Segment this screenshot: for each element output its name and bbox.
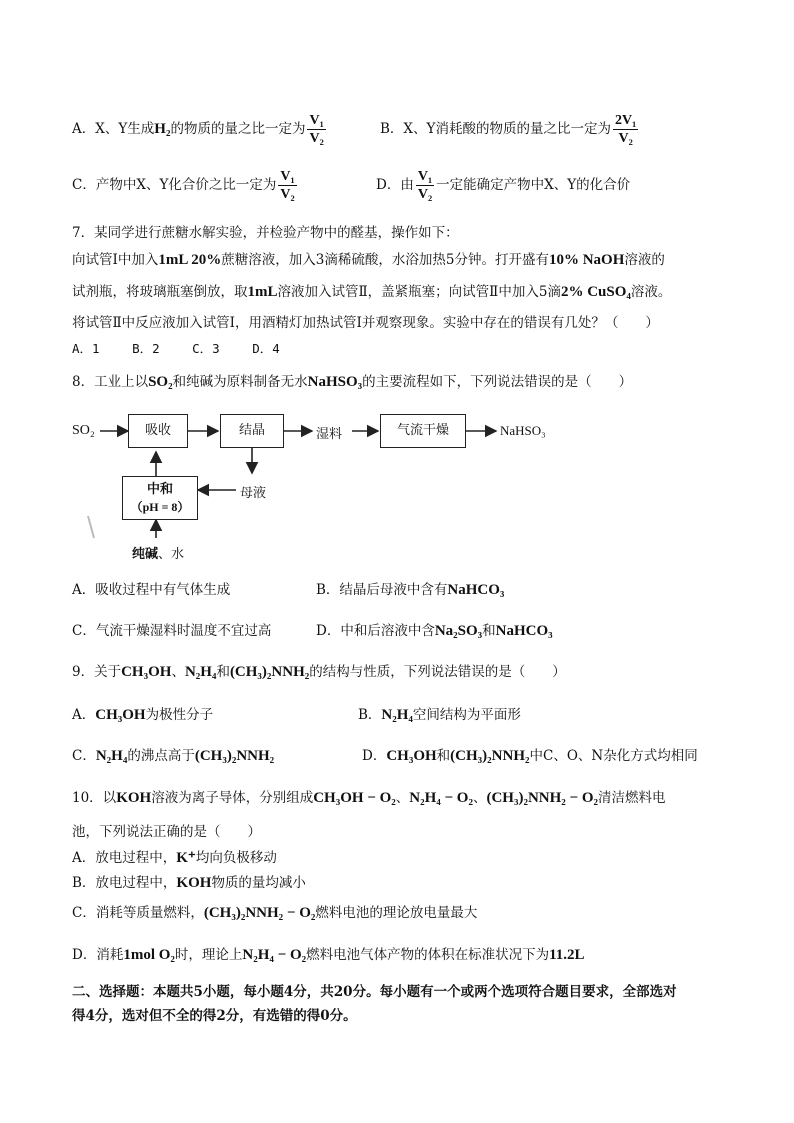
fraction-numerator: V₁	[417, 169, 433, 184]
fraction-denominator: V₂	[417, 187, 433, 202]
q9-stem: 9．关于CH₃OH、N₂H₄和(CH₃)₂NNH₂的结构与性质，下列说法错误的是（ ）	[72, 664, 566, 680]
formula: (CH₃)₂NNH₂ − O₂	[486, 790, 598, 806]
fraction-numerator: V₁	[280, 169, 295, 184]
formula: N₂H₄	[381, 707, 413, 723]
formula: N₂H₄ − O₂	[242, 947, 307, 963]
fraction	[307, 112, 325, 147]
q9-option-b[interactable]: B．N₂H₄空间结构为平面形	[358, 707, 521, 723]
flow-wet-label: 湿料	[316, 427, 343, 442]
formula: H₂	[154, 121, 171, 137]
fraction	[613, 112, 638, 147]
q10-option-a[interactable]: A．放电过程中，K⁺均向负极移动	[72, 850, 277, 866]
q8-option-c[interactable]: C．气流干燥湿料时温度不宜过高	[72, 623, 272, 639]
formula: K⁺	[176, 850, 196, 866]
q7-stem: 7．某同学进行蔗糖水解实验，并检验产物中的醛基，操作如下：	[72, 225, 459, 241]
flow-feed-label: 纯碱、水	[132, 547, 185, 562]
formula: Na₂SO₃	[434, 623, 483, 639]
formula: 1mL 20%	[158, 252, 222, 268]
q9-option-a[interactable]: A．CH₃OH为极性分子	[72, 707, 214, 723]
formula: 1mL	[247, 284, 278, 300]
flow-dry-box: 气流干燥	[380, 414, 466, 448]
option-text: B．X、Y消耗酸的物质的量之比一定为	[380, 121, 611, 137]
formula: SO₂	[148, 374, 173, 390]
q7-options[interactable]: A．1 B．2 C．3 D．4	[72, 341, 280, 356]
q9-option-c[interactable]: C．N₂H₄的沸点高于(CH₃)₂NNH₂	[72, 748, 275, 764]
flow-product-label: NaHSO₃	[500, 423, 546, 438]
flow-neutral-ph: （pH = 8）	[130, 500, 190, 514]
option-text: 一定能确定产物中X、Y的化合价	[436, 177, 631, 193]
q8-option-a[interactable]: A．吸收过程中有气体生成	[72, 582, 231, 598]
formula: NaHCO₃	[447, 582, 505, 598]
formula: CH₃OH	[386, 748, 437, 764]
q8-stem: 8．工业上以SO₂和纯碱为原料制备无水NaHSO₃的主要流程如下，下列说法错误的是（ ）	[72, 374, 633, 390]
q9-option-d[interactable]: D．CH₃OH和(CH₃)₂NNH₂中C、O、N杂化方式均相同	[362, 748, 698, 764]
section-2-instructions-line-1: 二、选择题：本题共5小题，每小题4分，共20分。每小题有一个或两个选项符合题目要求，全部选对	[72, 984, 677, 1000]
flow-crystal-box: 结晶	[220, 414, 284, 448]
option-text: C．产物中X、Y化合价之比一定为	[72, 177, 277, 193]
formula: NaHCO₃	[495, 623, 553, 639]
q10-option-b[interactable]: B．放电过程中，KOH物质的量均减小	[72, 875, 306, 891]
fraction-denominator: V₂	[618, 131, 633, 146]
q7-line-2: 试剂瓶，将玻璃瓶塞倒放，取1mL溶液加入试管Ⅱ，盖紧瓶塞；向试管Ⅱ中加入5滴2% CuSO₄溶液。	[72, 284, 672, 300]
formula: 1mol O₂	[123, 947, 175, 963]
formula: N₂H₄	[95, 748, 128, 764]
fraction-denominator: V₂	[280, 187, 295, 202]
fraction	[416, 168, 434, 203]
q6-option-d[interactable]	[376, 168, 630, 203]
section-2-instructions-line-2: 得4分，选对但不全的得2分，有选错的得0分。	[72, 1008, 357, 1024]
formula: NaHSO₃	[307, 374, 363, 390]
q7-line-1: 向试管Ⅰ中加入1mL 20%蔗糖溶液，加入3滴稀硫酸，水浴加热5分钟。打开盛有10% NaOH溶液的	[72, 252, 665, 268]
formula: 10% NaOH	[548, 252, 625, 268]
option-text: A．X、Y生成	[72, 121, 155, 137]
q8-option-d[interactable]: D．中和后溶液中含Na₂SO₃和NaHCO₃	[316, 623, 553, 639]
q10-option-c[interactable]: C．消耗等质量燃料，(CH₃)₂NNH₂ − O₂燃料电池的理论放电量最大	[72, 905, 478, 921]
formula: (CH₃)₂NNH₂	[194, 748, 275, 764]
formula: N₂H₄	[184, 664, 217, 680]
option-text: D．由	[376, 177, 414, 193]
q8-option-b[interactable]: B．结晶后母液中含有NaHCO₃	[316, 582, 505, 598]
flow-so2-label: SO₂	[72, 423, 95, 438]
q10-option-d[interactable]: D．消耗1mol O₂时，理论上N₂H₄ − O₂燃料电池气体产物的体积在标准状况下为11.2L	[72, 947, 585, 963]
q10-stem-2: 池，下列说法正确的是（ ）	[72, 824, 261, 840]
formula: 11.2L	[549, 947, 585, 963]
q6-option-c[interactable]	[72, 168, 299, 203]
q6-option-a[interactable]	[72, 112, 328, 147]
formula: (CH₃)₂NNH₂	[450, 748, 530, 764]
q10-stem: 10．以KOH溶液为离子导体，分别组成CH₃OH − O₂、N₂H₄ − O₂、(CH₃)₂NNH₂ − O₂清洁燃料电	[72, 790, 666, 806]
formula: N₂H₄ − O₂	[409, 790, 473, 806]
flow-absorb-box: 吸收	[128, 414, 188, 448]
formula: KOH	[176, 875, 212, 891]
fraction	[278, 168, 296, 203]
fraction-numerator: 2V₁	[614, 113, 637, 128]
flow-neutral-box	[122, 476, 198, 520]
formula: (CH₃)₂NNH₂	[229, 664, 310, 680]
formula: KOH	[116, 790, 152, 806]
fraction-numerator: V₁	[309, 113, 324, 128]
option-text: 的物质的量之比一定为	[170, 121, 306, 137]
flow-neutral-title: 中和	[146, 481, 173, 496]
formula: 2% CuSO₄	[560, 284, 631, 300]
q6-option-b[interactable]	[380, 112, 640, 147]
formula: (CH₃)₂NNH₂ − O₂	[203, 905, 316, 921]
fraction-denominator: V₂	[309, 131, 324, 146]
flow-mother-label: 母液	[240, 486, 267, 501]
formula: CH₃OH	[121, 664, 172, 680]
formula: CH₃OH	[95, 707, 146, 723]
q7-line-3: 将试管Ⅱ中反应液加入试管Ⅰ，用酒精灯加热试管Ⅰ并观察现象。实验中存在的错误有几处？（ ）	[72, 315, 659, 331]
formula: CH₃OH − O₂	[313, 790, 396, 806]
